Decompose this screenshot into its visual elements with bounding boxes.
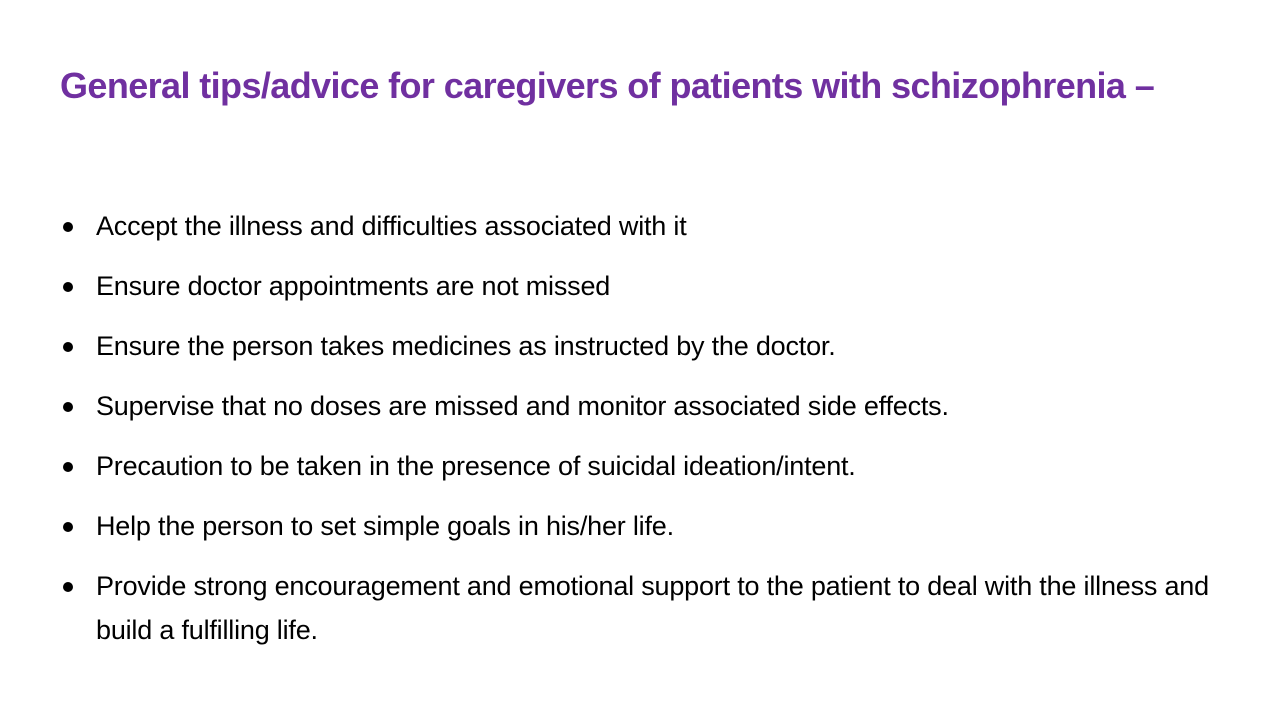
list-item	[60, 384, 1230, 428]
bullet-text: Ensure the person takes medicines as instructed by the doctor.	[96, 331, 836, 361]
bullet-icon	[63, 342, 73, 352]
list-item	[60, 564, 1230, 652]
list-item	[60, 204, 1230, 248]
bullet-icon	[63, 462, 73, 472]
bullet-icon	[63, 222, 73, 232]
list-item	[60, 264, 1230, 308]
bullet-text: Precaution to be taken in the presence of suicidal ideation/intent.	[96, 451, 856, 481]
bullet-text: Provide strong encouragement and emotional support to the patient to deal with the illness and build a fulfilling life.	[96, 571, 1209, 645]
bullet-icon	[63, 522, 73, 532]
slide-title: General tips/advice for caregivers of patients with schizophrenia –	[60, 65, 1155, 106]
bullet-icon	[63, 582, 73, 592]
bullet-text: Help the person to set simple goals in his/her life.	[96, 511, 674, 541]
list-item	[60, 504, 1230, 548]
list-item	[60, 324, 1230, 368]
bullet-icon	[63, 402, 73, 412]
bullet-icon	[63, 282, 73, 292]
bullet-text: Supervise that no doses are missed and monitor associated side effects.	[96, 391, 949, 421]
list-item	[60, 444, 1230, 488]
bullet-text: Ensure doctor appointments are not missed	[96, 271, 611, 301]
bullet-text: Accept the illness and difficulties associated with it	[96, 211, 687, 241]
bullet-list	[60, 204, 1230, 668]
